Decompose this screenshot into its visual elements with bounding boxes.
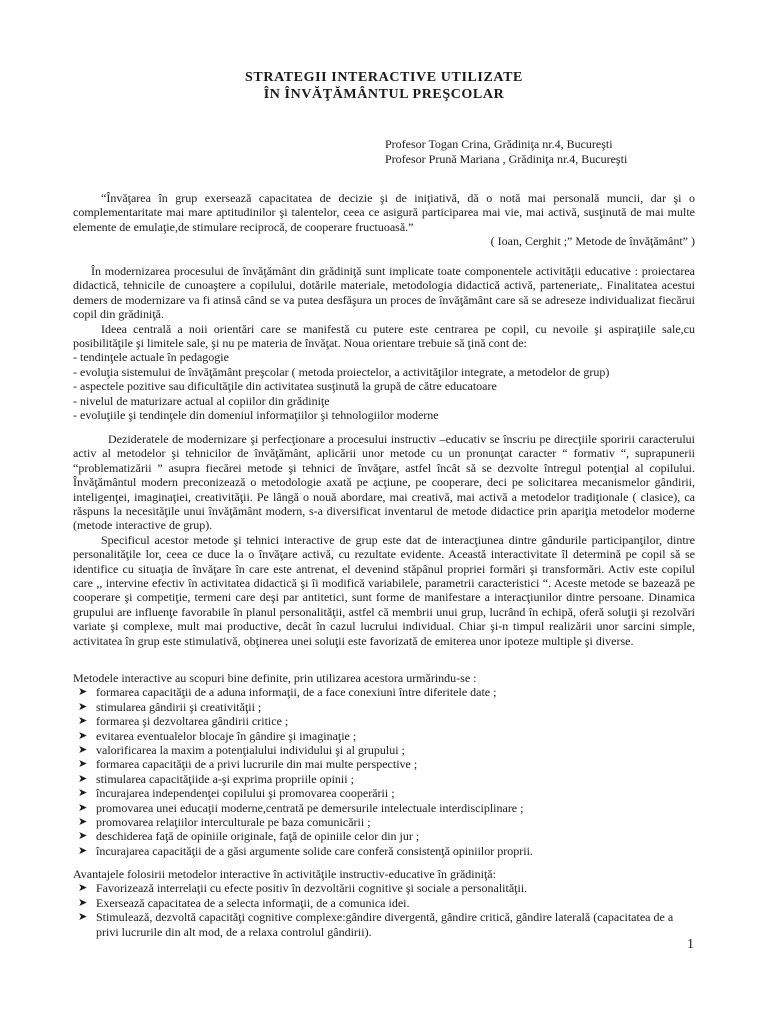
list-item: ➤ deschiderea faţă de opiniile originale, faţă de opiniile celor din jur ; (78, 829, 420, 844)
arrow-bullet-icon: ➤ (78, 911, 88, 924)
arrow-bullet-icon: ➤ (78, 816, 88, 829)
list-item: ➤ încurajarea capacităţii de a găsi argumente solide care conferă consistenţă opiniilor proprii. (78, 843, 533, 858)
section-goals (73, 671, 695, 858)
quote-source: ( Ioan, Cerghit ;” Metode de învăţământ” ) (490, 234, 695, 249)
list-item: - evoluţia sistemului de învăţământ preşcolar ( metoda proiectelor, a activităţilor integrate, a metodelor de grup) (73, 364, 610, 379)
goals-list (73, 685, 695, 858)
authors-block (385, 137, 755, 166)
document-title-line1: STRATEGII INTERACTIVE UTILIZATE (245, 70, 523, 85)
list-item: ➤ promovarea relaţiilor interculturale pe baza comunicării ; (78, 815, 371, 830)
section-desiderata (73, 432, 695, 648)
quote-text: “Învăţarea în grup exersează capacitatea de decizie şi de iniţiativă, dă o notă mai personală muncii, dar şi o complementaritate mai mare aptitudinilor şi talentelor, ceea ce asigură participarea mai vie, mai activă, susţinută de mai multe elemente de emulaţie,de stimulare reciprocă, de cooperare fructuoasă.” (73, 191, 695, 234)
list-item: ➤ Favorizează interrelaţii cu efecte positiv în dezvoltării cognitive şi sociale a personalităţii. (78, 881, 528, 896)
arrow-bullet-icon: ➤ (78, 844, 88, 857)
dash-list (73, 350, 695, 422)
section-advantages (73, 867, 695, 939)
arrow-bullet-icon: ➤ (78, 787, 88, 800)
page-number: 1 (687, 937, 694, 952)
arrow-bullet-icon: ➤ (78, 715, 88, 728)
list-item: - tendinţele actuale în pedagogie (73, 350, 229, 365)
list-item: ➤ formarea capacităţii de a privi lucrurile din mai multe perspective ; (78, 757, 418, 772)
paragraph: Ideea centrală a noii orientări care se manifestă cu putere este centrarea pe copil, cu nevoile şi aspiraţiile sale,cu posibilităţile şi limitele sale, şi nu pe materia de învăţat. Noua orientare trebuie să ţină cont de: (73, 321, 695, 351)
author-line: Profesor Togan Crina, Grădiniţa nr.4, Bucureşti (385, 137, 613, 151)
arrow-bullet-icon: ➤ (78, 801, 88, 814)
arrow-bullet-icon: ➤ (78, 729, 88, 742)
arrow-bullet-icon: ➤ (78, 830, 88, 843)
list-item: - evoluţiile şi tendinţele din domeniul informaţiilor şi tehnologiilor moderne (73, 408, 439, 423)
paragraph: Specificul acestor metode şi tehnici interactive de grup este dat de interacţiunea dintre gândurile participanţilor, dintre personalităţile lor, ceea ce duce la o învăţare activă, cu rezultate evidente. Această interactivitate îl determină pe copil să se identifice cu situaţia de învăţare în care este antrenat, el devenind stăpânul propriei formări şi transformări. Activ este copilul care ,, intervine efectiv în activitatea didactică şi îi modifică variabilele, parametrii caracteristici “. Aceste metode se bazează pe cooperare şi competiţie, termeni care deşi par antitetici, sunt forme de manifestare a interacţiunilor dintre persoane. Dinamica grupului are influenţe favorabile în planul personalităţii, astfel că membrii unui grup, lucrând în echipă, oferă soluţii şi rezolvări variate şi complexe, mult mai productive, decât în cazul lucrului individual. Chiar şi-n timpul realizării unor sarcini simple, activitatea în grup este stimulativă, obţinerea unei soluţii este favorizată de emiterea unor ipoteze multiple şi diverse. (73, 532, 695, 648)
list-item: ➤ încurajarea independenţei copilului şi promovarea cooperării ; (78, 786, 395, 801)
paragraph: În modernizarea procesului de învăţământ din grădiniţă sunt implicate toate componentele activităţii educative : proiectarea didactică, tehnicile de cunoaştere a copilului, dotările materiale, metodologia didactică activă, parteneriate,. Finalitatea acestui demers de modernizare va fi atinsă când se va putea desfăşura un proces de învăţământ care să se adreseze individualizat fiecărui copil din grădiniţă. (73, 264, 695, 322)
arrow-bullet-icon: ➤ (78, 772, 88, 785)
arrow-bullet-icon: ➤ (78, 700, 88, 713)
list-item: ➤ evitarea eventualelor blocaje în gândire şi imaginaţie ; (78, 728, 357, 743)
list-item: ➤ Exersează capacitatea de a selecta informaţii, de a comunica idei. (78, 895, 410, 910)
arrow-bullet-icon: ➤ (78, 686, 88, 699)
list-item: ➤ promovarea unei educaţii moderne,centrată pe demersurile intelectuale interdisciplinare ; (78, 800, 524, 815)
section-intro: Avantajele folosirii metodelor interactive în activităţile instructiv-educative în grădiniţă: (73, 867, 496, 881)
list-item: - aspectele pozitive sau dificultăţile din activitatea susţinută la grupă de către educatoare (73, 379, 497, 394)
list-item: ➤ Stimulează, dezvoltă capacităţi cognitive complexe:gândire divergentă, gândire critică, gândire laterală (capacitatea de a privi lucrurile din alt mod, de a relaxa controlul gândirii). (78, 910, 674, 939)
list-item: ➤ formarea capacităţii de a aduna informaţii, de a face conexiuni între diferitele date ; (78, 685, 497, 700)
section-intro: Metodele interactive au scopuri bine definite, prin utilizarea acestora urmărindu-se : (73, 671, 477, 685)
arrow-bullet-icon: ➤ (78, 744, 88, 757)
document-title-line2: ÎN ÎNVĂŢĂMÂNTUL PREŞCOLAR (263, 87, 505, 102)
epigraph-quote (73, 191, 695, 249)
list-item: ➤ valorificarea la maxim a potenţialului individului şi al grupului ; (78, 743, 405, 758)
arrow-bullet-icon: ➤ (78, 758, 88, 771)
section-modernization (73, 264, 695, 422)
list-item: - nivelul de maturizare actual al copiilor din grădiniţe (73, 393, 330, 408)
author-line: Profesor Prună Mariana , Grădiniţa nr.4, Bucureşti (385, 151, 628, 166)
arrow-bullet-icon: ➤ (78, 896, 88, 909)
advantages-list (73, 881, 695, 939)
arrow-bullet-icon: ➤ (78, 882, 88, 895)
list-item: ➤ stimularea gândirii şi creativităţii ; (78, 699, 262, 714)
paragraph: Dezideratele de modernizare şi perfecţionare a procesului instructiv –educativ se înscriu pe direcţiile sporirii caracterului activ al metodelor şi tehnicilor de învăţământ, aplicării unor metode cu un pronunţat caracter “ formativ “, suprapunerii “problematizării ” asupra fiecărei metode şi tehnici de învăţare, astfel încât să se dezvolte întregul potenţial al copilului. Învăţământul modern preconizează o metodologie axată pe acţiune, pe cooperare, deci pe solicitarea mecanismelor gândirii, inteligenţei, imaginaţiei, creativităţii. Pe lângă o nouă abordare, mai creativă, mai activă a metodelor tradiţionale ( clasice), ca răspuns la necesităţile unui învăţământ modern, s-a diversificat inventarul de metode didactice prin apariţia metodelor moderne (metode interactive de grup). (73, 432, 695, 533)
list-item: ➤ formarea şi dezvoltarea gândirii critice ; (78, 714, 289, 729)
list-item: ➤ stimularea capacităţiide a-şi exprima propriile opinii ; (78, 771, 354, 786)
